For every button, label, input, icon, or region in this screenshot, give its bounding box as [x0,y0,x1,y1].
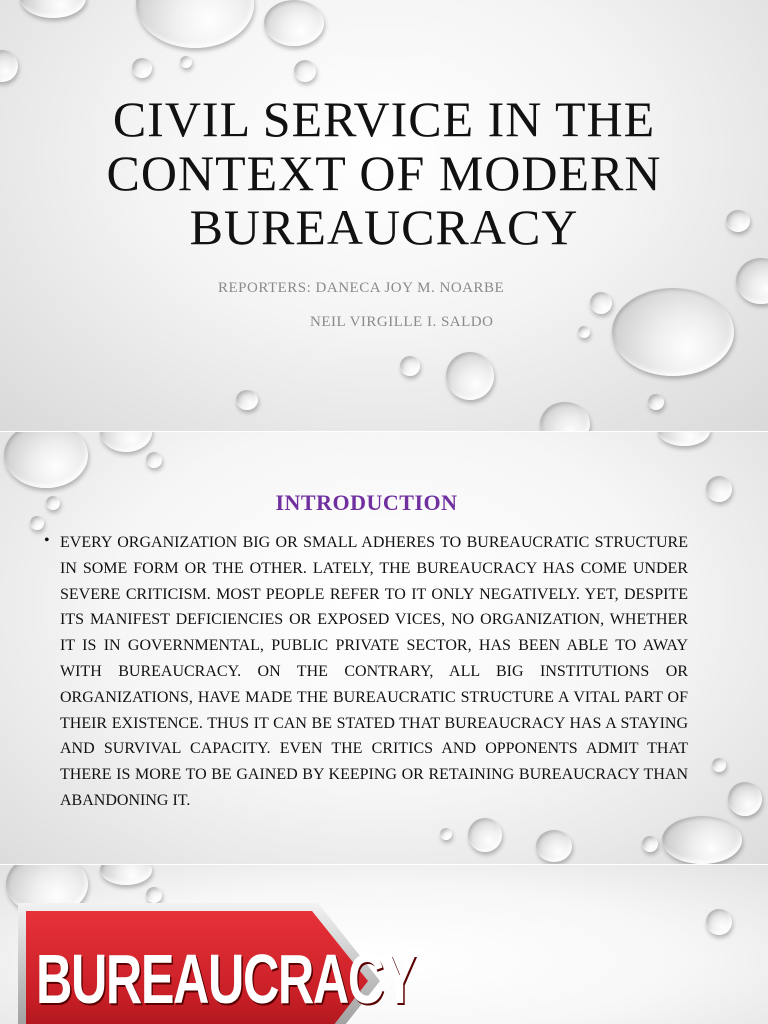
water-drop [728,782,762,816]
slide-title: CIVIL SERVICE IN THE CONTEXT OF MODERN BUREAUCRACY [106,91,662,255]
water-drop [294,60,316,82]
water-drop [180,56,192,68]
water-drop [642,836,658,852]
water-drop [468,818,502,852]
title-slide [0,0,768,432]
water-drop [712,758,726,772]
water-drop [264,0,324,46]
water-drop [4,432,88,488]
bureaucracy-sign-slide [0,865,768,1024]
water-drop [236,390,258,410]
water-drop [578,326,590,338]
water-drop [658,432,710,446]
introduction-heading: INTRODUCTION [275,490,458,515]
introduction-slide [0,432,768,865]
water-drop [590,292,612,314]
bullet-marker: • [44,532,50,549]
water-drop [20,0,86,18]
water-drop [30,516,44,530]
water-drop [146,452,162,468]
water-drop [146,887,162,903]
water-drop [100,432,152,452]
water-drop [540,402,590,432]
water-drop [400,356,420,376]
water-drop [100,865,152,885]
water-drop [662,816,742,864]
water-drop [440,828,452,840]
reporters-line-2: NEIL VIRGILLE I. SALDO [310,314,494,330]
water-drop [648,394,664,410]
introduction-body: EVERY ORGANIZATION BIG OR SMALL ADHERES TO BUREAUCRATIC STRUCTURE IN SOME FORM OR THE OTHER. LATELY, THE BUREAUCRACY HAS COME UNDER SEVERE CRITICISM. MOST PEOPLE REFER TO IT ONLY NEGATIVELY. YET, DESPITE ITS MANIFEST DEFICIENCIES OR EXPOSED VICES, NO ORGANIZATION, WHETHER IT IS IN GOVERNMENTAL, PUBLIC PRIVATE SECTOR, HAS BEEN ABLE TO AWAY WITH BUREAUCRACY. ON THE CONTRARY, ALL BIG INSTITUTIONS OR ORGANIZATIONS, HAVE MADE THE BUREAUCRATIC STRUCTURE A VITAL PART OF THEIR EXISTENCE. THUS IT CAN BE STATED THAT BUREAUCRACY HAS A STAYING AND SURVIVAL CAPACITY. EVEN THE CRITICS AND OPPONENTS ADMIT THAT THERE IS MORE TO BE GAINED BY KEEPING OR RETAINING BUREAUCRACY THAN ABANDONING IT. [60,534,688,809]
water-drop [612,288,734,376]
water-drop [446,352,494,400]
water-drop [0,50,18,82]
water-drop [536,830,572,862]
water-drop [132,58,152,78]
water-drop [706,909,732,935]
reporters-line-1: REPORTERS: DANECA JOY M. NOARBE [218,280,505,296]
water-drop [736,258,768,304]
sign-label: BUREAUCRACY [36,940,415,1018]
water-drop [136,0,254,48]
